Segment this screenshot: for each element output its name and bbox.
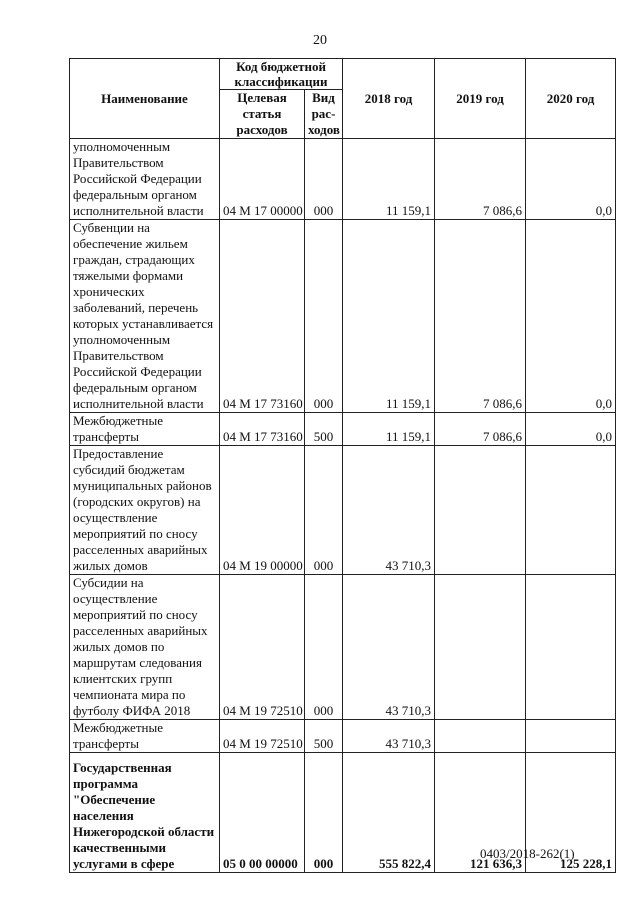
header-name: Наименование <box>70 59 220 139</box>
header-2020: 2020 год <box>526 59 616 139</box>
header-target: Целевая статья расходов <box>220 90 305 139</box>
row-2018: 555 822,4 <box>343 753 435 873</box>
row-2020: 0,0 <box>526 413 616 446</box>
row-2019: 7 086,6 <box>435 413 526 446</box>
row-2018: 43 710,3 <box>343 575 435 720</box>
row-name: Субсидии на осуществление мероприятий по сносу расселенных аварийных жилых домов по маршрутам следования клиентских групп чемпионата мира по футболу ФИФА 2018 <box>70 575 220 720</box>
table-row <box>70 720 616 753</box>
header-2018: 2018 год <box>343 59 435 139</box>
table-row <box>70 139 616 220</box>
header-code-group: Код бюджетной классификации <box>220 59 343 90</box>
budget-table <box>69 58 616 873</box>
row-name: уполномоченным Правительством Российской Федерации федеральным органом исполнительной власти <box>70 139 220 220</box>
header-type: Вид рас-ходов <box>305 90 343 139</box>
row-name: Государственная программа "Обеспечение населения Нижегородской области качественными услугами в сфере <box>70 753 220 873</box>
row-type: 000 <box>305 139 343 220</box>
row-name: Межбюджетные трансферты <box>70 720 220 753</box>
row-type: 000 <box>305 753 343 873</box>
row-type: 500 <box>305 720 343 753</box>
row-2019 <box>435 446 526 575</box>
table-row <box>70 220 616 413</box>
row-target: 04 М 17 73160 <box>220 220 305 413</box>
row-name: Субвенции на обеспечение жильем граждан, страдающих тяжелыми формами хронических заболеваний, перечень которых устанавливается уполномоченным Правительством Российской Федерации федеральным органом исполнительной власти <box>70 220 220 413</box>
page-number: 20 <box>313 33 327 48</box>
row-2019: 121 636,3 <box>435 753 526 873</box>
row-target: 04 М 19 00000 <box>220 446 305 575</box>
table-row <box>70 575 616 720</box>
row-2018: 43 710,3 <box>343 720 435 753</box>
row-type: 500 <box>305 413 343 446</box>
header-2019: 2019 год <box>435 59 526 139</box>
row-2020 <box>526 575 616 720</box>
row-target: 05 0 00 00000 <box>220 753 305 873</box>
row-2020 <box>526 446 616 575</box>
row-2020: 125 228,1 <box>526 753 616 873</box>
row-2020: 0,0 <box>526 139 616 220</box>
row-2018: 11 159,1 <box>343 220 435 413</box>
row-2018: 11 159,1 <box>343 413 435 446</box>
table-row <box>70 413 616 446</box>
row-type: 000 <box>305 220 343 413</box>
row-type: 000 <box>305 446 343 575</box>
row-target: 04 М 19 72510 <box>220 720 305 753</box>
row-2019 <box>435 575 526 720</box>
document-code: 0403/2018-262(1) <box>480 846 575 861</box>
row-2020 <box>526 720 616 753</box>
row-name: Межбюджетные трансферты <box>70 413 220 446</box>
row-target: 04 М 17 73160 <box>220 413 305 446</box>
table-row <box>70 446 616 575</box>
row-type: 000 <box>305 575 343 720</box>
row-2019 <box>435 720 526 753</box>
row-2019: 7 086,6 <box>435 139 526 220</box>
row-target: 04 М 17 00000 <box>220 139 305 220</box>
row-2020: 0,0 <box>526 220 616 413</box>
row-target: 04 М 19 72510 <box>220 575 305 720</box>
row-2019: 7 086,6 <box>435 220 526 413</box>
row-name: Предоставление субсидий бюджетам муниципальных районов (городских округов) на осуществление мероприятий по сносу расселенных аварийных жилых домов <box>70 446 220 575</box>
row-2018: 43 710,3 <box>343 446 435 575</box>
row-2018: 11 159,1 <box>343 139 435 220</box>
